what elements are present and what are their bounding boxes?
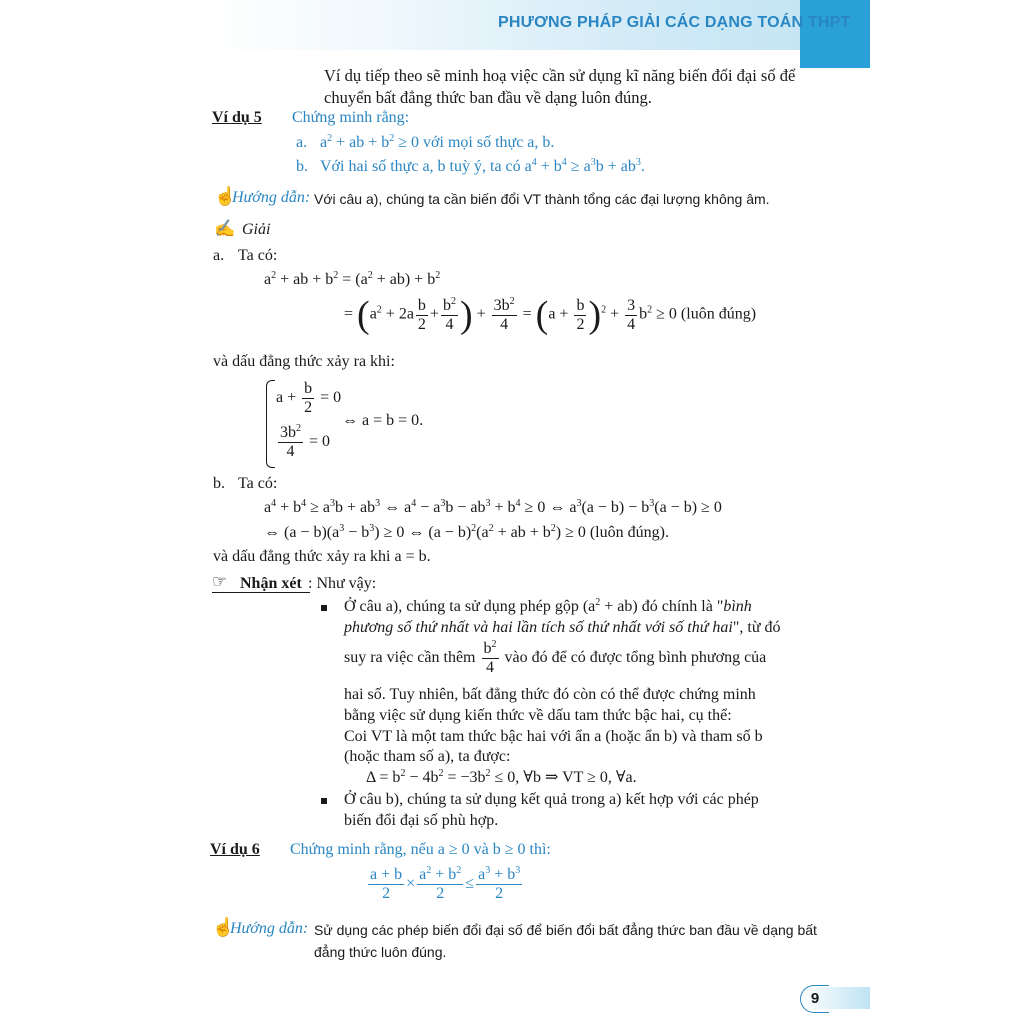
equality-condition-a: và dấu đẳng thức xảy ra khi: xyxy=(213,353,395,370)
remark-p1-l1b: đó chính là " xyxy=(641,598,724,615)
remark-p1-line-3: suy ra việc cần thêm $\frac{b^2}{4}$ vào đó để có được tổng bình phương của xyxy=(344,639,767,676)
remark-p1-l2: phương số thứ nhất và hai lần tích số thứ nhất với số thứ hai xyxy=(344,619,733,636)
solution-b-intro: Ta có: xyxy=(238,475,278,492)
bullet-1 xyxy=(321,605,327,611)
system-result: ⇔ a = b = 0. xyxy=(342,412,424,429)
always-true-b: (luôn đúng). xyxy=(589,524,669,541)
remark-p1-l1a: Ở câu a), chúng ta sử dụng phép gộp xyxy=(344,598,579,615)
header-accent-block xyxy=(800,0,870,68)
solution-b-eq-1: $a^4 + b^4 \ge a^3b + ab^3$ ⇔ $a^4 - a^3b - ab^3 + b^4 \ge 0$ ⇔ $a^3(a - b) - b^3(a - b) \ge 0$ xyxy=(264,498,722,516)
remark-p1-l2b: ", từ đó xyxy=(732,619,781,636)
example-6-prompt: Chứng minh rằng, nếu a ≥ 0 và b ≥ 0 thì: xyxy=(290,841,551,858)
remark-p1-line-2 xyxy=(344,618,781,638)
page-number: 9 xyxy=(800,985,829,1013)
remark-p1-line-6: Coi VT là một tam thức bậc hai với ẩn a (hoặc ẩn b) và tham số b xyxy=(344,728,763,745)
pointing-hand-icon: ☝ xyxy=(214,186,237,206)
intro-line-2: chuyển bất đẳng thức ban đầu về dạng luôn đúng. xyxy=(324,88,652,107)
solution-b-prefix: b. xyxy=(213,475,225,492)
remark-p1-line-7: (hoặc tham số a), ta được: xyxy=(344,748,511,765)
always-true-a: (luôn đúng) xyxy=(680,305,757,323)
remark-p2-line-2: biến đổi đại số phù hợp. xyxy=(344,812,499,829)
remark-discriminant: $\Delta = b^2 - 4b^2 = -3b^2 \le 0$, ∀b ⇒ VT ≥ 0, ∀a. xyxy=(366,768,637,786)
remark-p1-l1c: bình xyxy=(723,598,752,615)
hand-pointer-icon: ☞ xyxy=(212,572,228,591)
remark-p1-line-4: hai số. Tuy nhiên, bất đẳng thức đó còn có thể được chứng minh xyxy=(344,686,756,703)
system-eq-1: a + $\frac{b}{2}$ = 0 xyxy=(276,380,342,416)
example-5-b-text: Với hai số thực a, b tuỳ ý, ta có xyxy=(320,158,521,175)
example-6-label: Ví dụ 6 xyxy=(210,841,260,858)
guide-1-label: Hướng dẫn: xyxy=(232,189,311,206)
remark-intro: : Như vậy: xyxy=(308,575,377,592)
remark-p1-l3a: suy ra việc cần thêm xyxy=(344,649,476,667)
guide-2-line-2: đẳng thức luôn đúng. xyxy=(314,944,447,960)
solution-a-eq-2: = ($a^2 + 2a$ $\frac{b}{2}$ + $\frac{b^2}{4}$ ) + $\frac{3b^2}{4}$ = (a + $\frac{b}{2}$ )$^2$ + $\frac{3}{4}$ $b^2 \ge 0$ (luôn đúng) xyxy=(344,294,757,336)
remark-label: Nhận xét xyxy=(240,575,302,592)
remark-p1-l3b: vào đó để có được tổng bình phương của xyxy=(504,649,767,667)
system-brace xyxy=(266,380,275,468)
solution-a-intro: Ta có: xyxy=(238,247,278,264)
example-5-prompt: Chứng minh rằng: xyxy=(292,109,410,126)
example-5-label: Ví dụ 5 xyxy=(212,109,262,126)
intro-line-1: Ví dụ tiếp theo sẽ minh hoạ việc cần sử dụng kĩ năng biến đổi đại số để xyxy=(324,66,796,85)
bullet-2 xyxy=(321,798,327,804)
solution-a-prefix: a. xyxy=(213,247,225,264)
guide-1-text: Với câu a), chúng ta cần biến đổi VT thành tổng các đại lượng không âm. xyxy=(314,191,770,207)
equality-condition-b: và dấu đẳng thức xảy ra khi a = b. xyxy=(213,548,431,565)
guide-2-label: Hướng dẫn: xyxy=(230,920,309,937)
guide-2-line-1: Sử dụng các phép biến đổi đại số để biến đổi bất đẳng thức ban đầu về dạng bất xyxy=(314,922,817,938)
example-6-inequality: $\frac{a + b}{2}$ × $\frac{a^2 + b^2}{2}$ ≤ $\frac{a^3 + b^3}{2}$ xyxy=(370,865,521,902)
remark-p1-line-5: bằng việc sử dụng kiến thức về dấu tam thức bậc hai, cụ thể: xyxy=(344,707,732,724)
example-5-a-prefix: a. xyxy=(296,134,308,151)
solution-b-eq-2: ⇔ $(a - b)(a^3 - b^3) \ge 0$ ⇔ $(a - b)^2(a^2$ + ab + $b^2) \ge 0$ (luôn đúng). xyxy=(264,523,669,541)
pencil-icon: ✍ xyxy=(214,219,236,238)
solution-a-eq-1: $a^2$ + ab + $b^2 = (a^2 + ab) + b^2$ xyxy=(264,270,441,288)
system-eq-2: $\frac{3b^2}{4}$ = 0 xyxy=(280,423,331,460)
remark-p1-line-1: Ở câu a), chúng ta sử dụng phép gộp $(a^2 + ab)$ đó chính là "bình xyxy=(344,597,752,615)
example-5-b-statement: Với hai số thực a, b tuỳ ý, ta có $a^4 + b^4 \ge a^3b + ab^3$. xyxy=(320,157,645,175)
example-5-a-formula: $a^2$ + ab + $b^2 \ge 0$ với mọi số thực a, b. xyxy=(320,133,555,151)
remark-p2-line-1: Ở câu b), chúng ta sử dụng kết quả trong a) kết hợp với các phép xyxy=(344,791,759,808)
solution-label: Giải xyxy=(242,221,271,238)
example-5-a-text: với mọi số thực a, b. xyxy=(423,134,555,151)
example-5-b-prefix: b. xyxy=(296,158,308,175)
pointing-hand-icon-2: ☝ xyxy=(212,917,235,937)
header-title: PHƯƠNG PHÁP GIẢI CÁC DẠNG TOÁN THPT xyxy=(498,14,851,31)
